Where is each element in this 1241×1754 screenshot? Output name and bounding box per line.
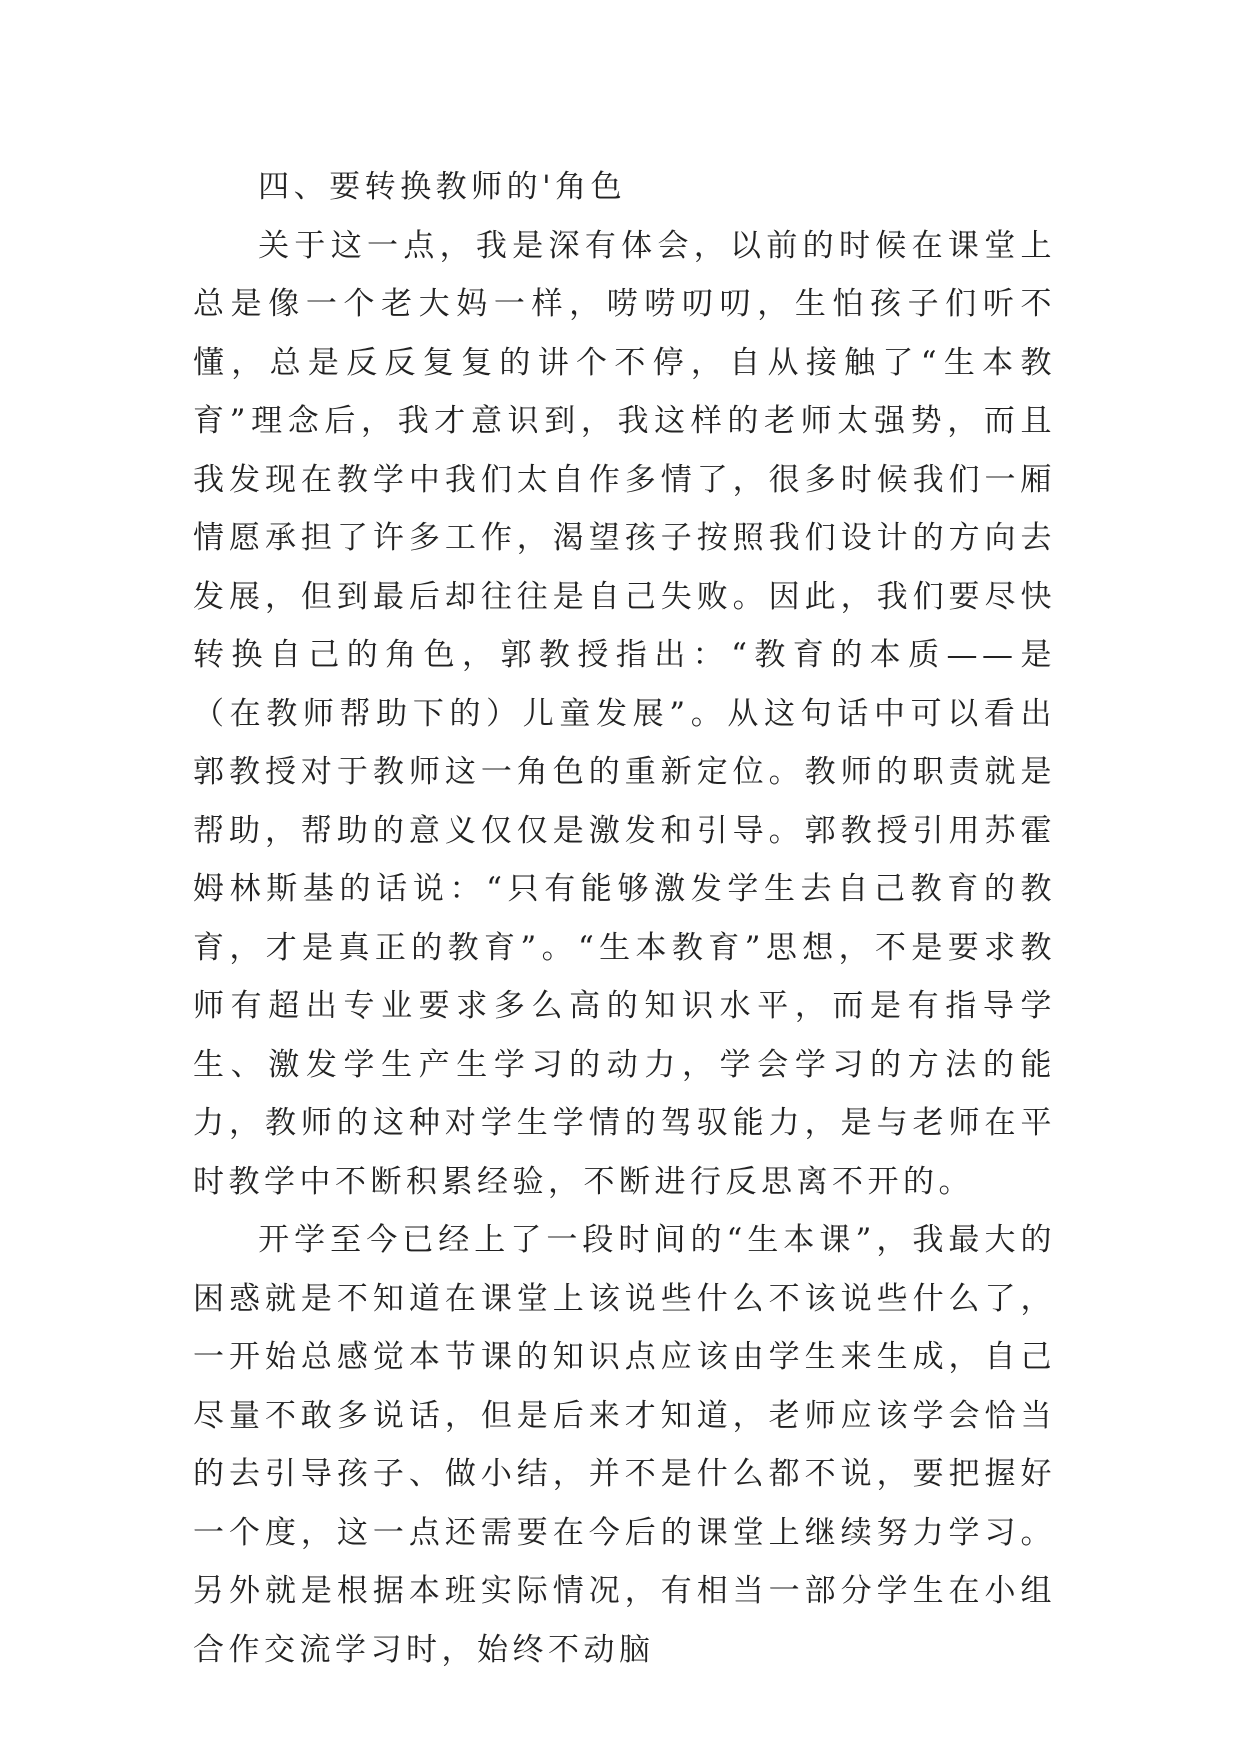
paragraph-class-experience: 开学至今已经上了一段时间的“生本课”，我最大的困惑就是不知道在课堂上该说些什么不该说些什么了，一开始总感觉本节课的知识点应该由学生来生成，自己尽量不敢多说话，但是后来才知道，老师应该学会恰当的去引导孩子、做小结，并不是什么都不说，要把握好一个度，这一点还需要在今后的课堂上继续努力学习。另外就是根据本班实际情况，有相当一部分学生在小组合作交流学习时，始终不动脑 <box>193 1222 1056 1668</box>
document-body <box>193 158 1056 1679</box>
section-heading: 四、要转换教师的'角色 <box>258 169 627 205</box>
paragraph-teacher-role: 关于这一点，我是深有体会，以前的时候在课堂上总是像一个老大妈一样，唠唠叨叨，生怕孩子们听不懂，总是反反复复的讲个不停，自从接触了“生本教育”理念后，我才意识到，我这样的老师太强势，而且我发现在教学中我们太自作多情了，很多时候我们一厢情愿承担了许多工作，渴望孩子按照我们设计的方向去发展，但到最后却往往是自己失败。因此，我们要尽快转换自己的角色，郭教授指出：“教育的本质——是（在教师帮助下的）儿童发展”。从这句话中可以看出郭教授对于教师这一角色的重新定位。教师的职责就是帮助，帮助的意义仅仅是激发和引导。郭教授引用苏霍姆林斯基的话说：“只有能够激发学生去自己教育的教育，才是真正的教育”。“生本教育”思想，不是要求教师有超出专业要求多么高的知识水平，而是有指导学生、激发学生产生学习的动力，学会学习的方法的能力，教师的这种对学生学情的驾驭能力，是与老师在平时教学中不断积累经验，不断进行反思离不开的。 <box>193 227 1056 1200</box>
